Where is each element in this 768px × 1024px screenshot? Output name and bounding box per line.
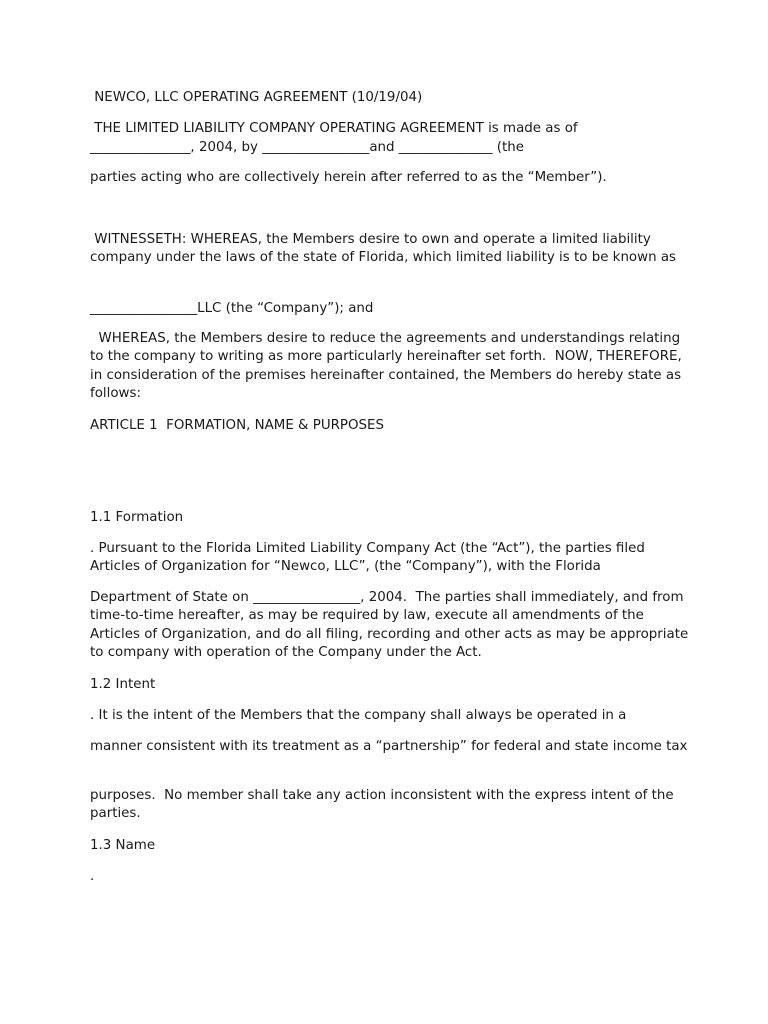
document-title: NEWCO, LLC OPERATING AGREEMENT (10/19/04) [90,90,423,105]
section-1-3-paragraph-1: . [90,869,95,884]
section-1-2-paragraph-1: . It is the intent of the Members that the company shall always be operated in a [90,708,627,723]
section-1-2-heading: 1.2 Intent [90,677,156,692]
section-1-2-paragraph-3: purposes. No member shall take any action inconsistent with the express intent of the parties. [90,788,678,822]
intro-line-3: parties acting who are collectively herein after referred to as the “Member”). [90,170,607,185]
section-1-1-heading: 1.1 Formation [90,510,184,525]
article-1-heading: ARTICLE 1 FORMATION, NAME & PURPOSES [90,418,384,433]
section-1-1-paragraph-2: Department of State on ________________, 2004. The parties shall immediately, and from time-to-time hereafter, as may be required by law, execute all amendments of the Articles of Organization, and do all filing, recording and other acts as may be appropriate to company with operation of the Company under the Act. [90,590,693,661]
intro-line-1: THE LIMITED LIABILITY COMPANY OPERATING AGREEMENT is made as of [90,121,578,136]
witnesseth-paragraph: WITNESSETH: WHEREAS, the Members desire to own and operate a limited liability company under the laws of the state of Florida, which limited liability is to be known as [90,232,676,266]
section-1-1-paragraph-1: . Pursuant to the Florida Limited Liability Company Act (the “Act”), the parties filed Articles of Organization for “Newco, LLC”, (the “Company”), with the Florida [90,541,650,575]
section-1-3-heading: 1.3 Name [90,838,156,853]
whereas-paragraph: WHEREAS, the Members desire to reduce the agreements and understandings relating to the company to writing as more particularly hereinafter set forth. NOW, THEREFORE, in consideration of the premises hereinafter contained, the Members do hereby state as follows: [90,331,687,402]
intro-line-2: _______________, 2004, by ________________and ______________ (the [90,140,524,155]
section-1-2-paragraph-2: manner consistent with its treatment as a “partnership” for federal and state income tax [90,739,688,754]
company-name-line: ________________LLC (the “Company”); and [90,301,374,316]
